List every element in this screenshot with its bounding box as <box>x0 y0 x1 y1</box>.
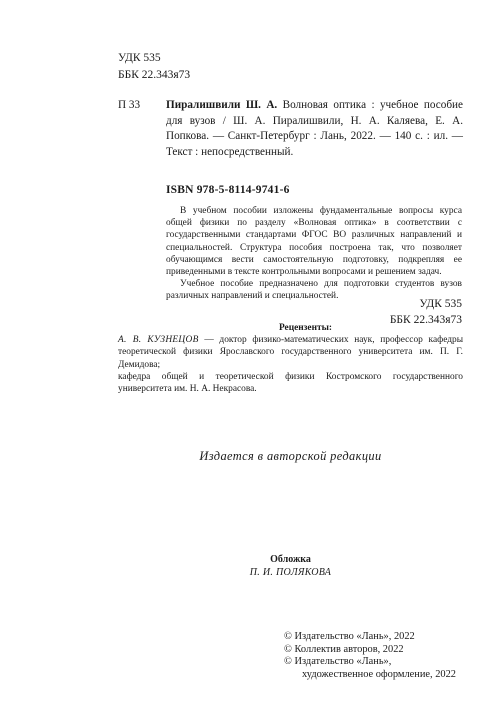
cover-credit <box>118 554 463 579</box>
annotation <box>166 205 462 303</box>
copyright-line: © Издательство «Лань», 2022 <box>284 631 415 642</box>
copyright-block <box>284 631 464 681</box>
annotation-paragraph: В учебном пособии изложены фундаментальные вопросы курса общей физики по разделу «Волновая оптика» в соответствии с государственными стандартами ФГОС ВО различных направлений и специальностей. Структура пособия построена так, что позволяет обучающимся вести самостоятельную подготовку, подкрепляя ее приведенными в тексте контрольными вопросами и решением задач. <box>166 206 462 278</box>
udk-code: УДК 535 <box>419 298 462 310</box>
reviewer-name: А. В. КУЗНЕЦОВ <box>118 335 199 346</box>
reviewers-section <box>118 322 463 395</box>
author-name: Пиралишвили Ш. А. <box>166 99 278 111</box>
bbk-code: ББК 22.343я73 <box>118 69 191 81</box>
reviewers-title: Рецензенты: <box>278 323 333 333</box>
copyright-line: © Коллектив авторов, 2022 <box>284 643 404 655</box>
bibliographic-description <box>166 98 463 160</box>
edition-note: Издается в авторской редакции <box>199 449 382 463</box>
copyright-line: художественное оформление, 2022 <box>302 668 456 680</box>
author-mark: П 33 <box>118 99 141 111</box>
bibliographic-record <box>118 98 463 160</box>
isbn: ISBN 978-5-8114-9741-6 <box>166 184 290 196</box>
reviewer-details: — доктор физико-математических наук, профессор кафедры теоретической физики Ярославского государственного университета им. П. Г. Демидова; <box>118 335 463 370</box>
bibliographic-details: Волновая оптика : учебное пособие для вузов / Ш. А. Пиралишвили, Н. А. Каляева, Е. А. Попкова. — Санкт-Петербург : Лань, 2022. — 140 с. : ил. — Текст : непосредственный. <box>166 99 463 158</box>
cover-artist: П. И. ПОЛЯКОВА <box>249 566 332 578</box>
top-classification-codes <box>118 50 190 84</box>
bbk-code: ББК 22.343я73 <box>389 314 462 326</box>
cover-label: Обложка <box>270 554 311 565</box>
udk-code: УДК 535 <box>118 52 161 64</box>
reviewer-entry <box>118 334 463 371</box>
annotation-paragraph: Учебное пособие предназначено для подготовки студентов вузов различных направлений и специальностей. <box>166 279 462 302</box>
reviewer-entry: кафедра общей и теоретической физики Костромского государственного университета им. Н. А. Некрасова. <box>118 371 463 395</box>
copyright-line: © Издательство «Лань», <box>284 656 392 668</box>
